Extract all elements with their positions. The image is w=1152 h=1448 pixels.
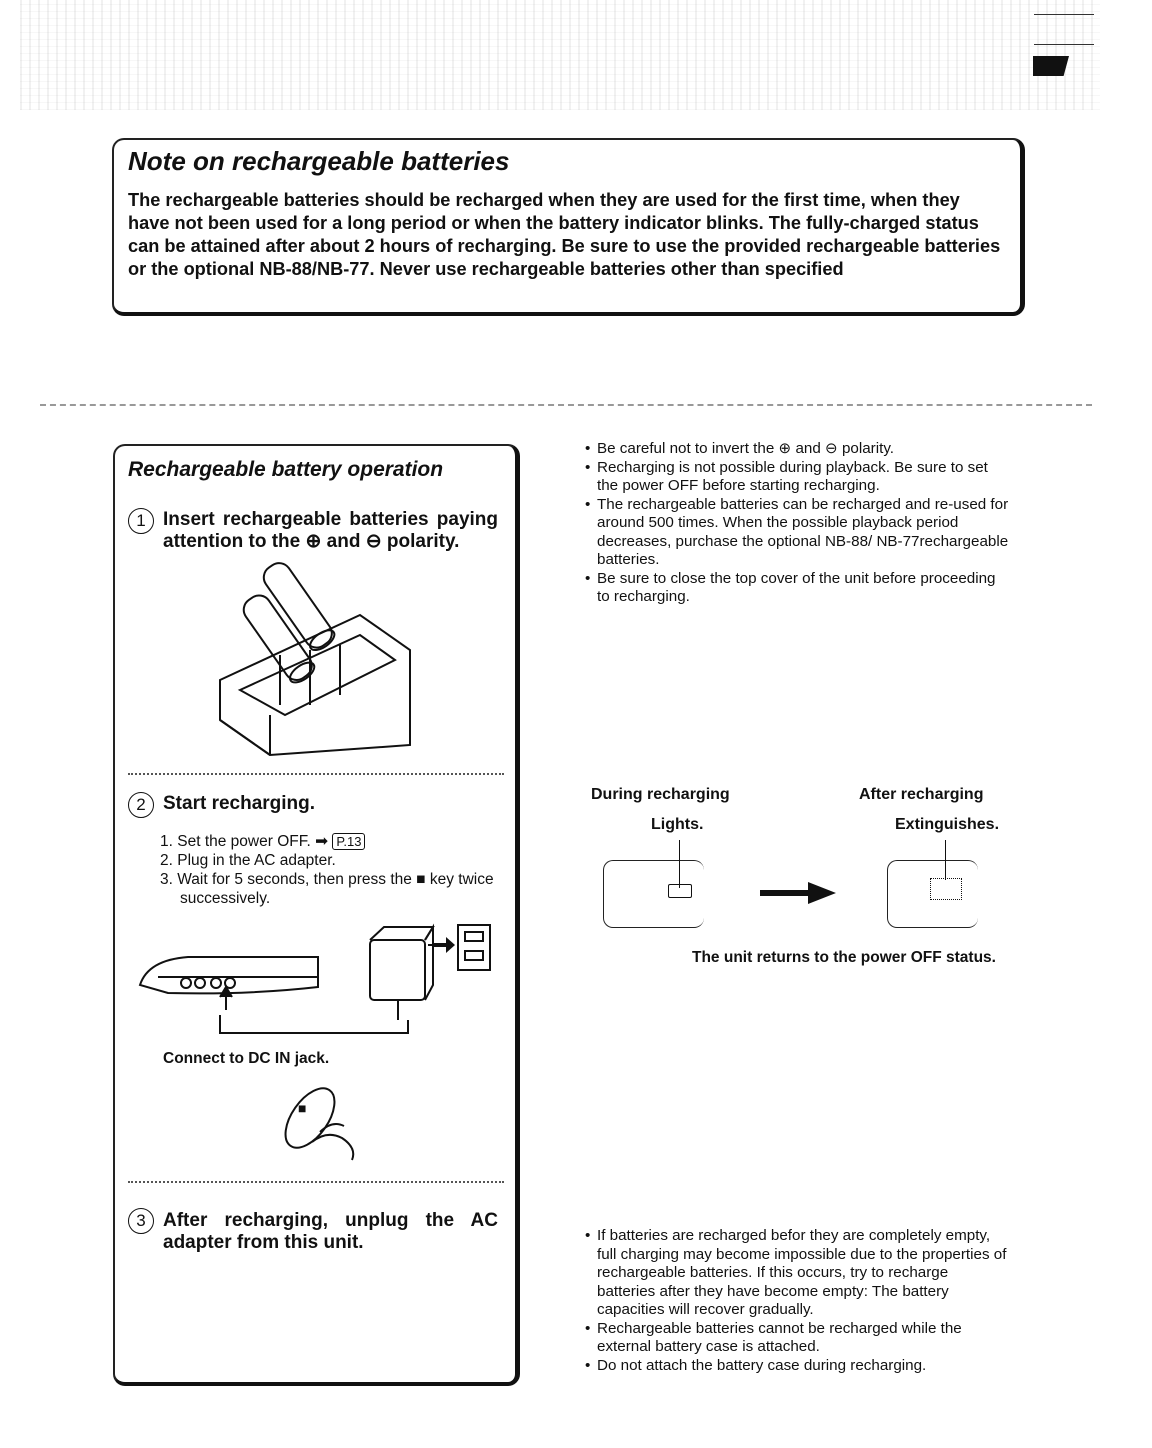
note-title: Note on rechargeable batteries [128,146,510,176]
step-number-2: 2 [128,792,154,818]
substep-text: Wait for 5 seconds, then press the ■ key twice successively. [177,871,494,907]
section-divider [40,404,1092,406]
page-tab-marker [1033,56,1069,76]
note-item: • Be sure to close the top cover of the unit before proceeding to recharging. [585,570,1010,607]
battery-indicator-off-icon [930,878,962,900]
step-number-3: 3 [128,1208,154,1234]
operation-title: Rechargeable battery operation [128,458,444,481]
note-item: • The rechargeable batteries can be recharged and re-used for around 500 times. When the possible playback period decreases, purchase the optional NB-88/ NB-77rechargeable batteries. [585,496,1010,570]
stop-key-icon: ■ [298,1100,307,1116]
arrow-right-icon: ➡ [315,833,329,850]
step2-substeps [160,832,500,908]
pointer-line [679,840,680,888]
substep-item [160,870,500,908]
right-top-notes [585,440,1010,607]
note-item: • Do not attach the battery case during recharging. [585,1357,1010,1376]
step-separator [128,1181,504,1183]
note-item: • Rechargeable batteries cannot be recharged while the external battery case is attached. [585,1320,1010,1357]
substep-number: 3. [160,871,173,888]
substep-number: 1. [160,833,173,850]
power-off-caption: The unit returns to the power OFF status. [692,949,996,966]
stop-key-illustration [272,1080,362,1164]
ac-adapter-connection-illustration [128,915,508,1045]
note-body: The rechargeable batteries should be recharged when they are used for the first time, when they have not been used for a long period or when the battery indicator blinks. The fully-charged status can be attained after about 2 hours of recharging. Be sure to use the provided rechargeable batteries or the optional NB-88/NB-77. Never use rechargeable batteries other than specified [128,190,1001,279]
during-state: Lights. [651,816,704,833]
step2-text: Start recharging. [163,793,316,814]
substep-item [160,832,500,851]
step-number-1: 1 [128,508,154,534]
substep-item [160,851,500,870]
finger-press-icon [272,1080,362,1164]
step3-text: After recharging, unplug the AC adapter from this unit. [163,1210,498,1253]
battery-insert-illustration [210,555,420,765]
note-item: • Recharging is not possible during playback. Be sure to set the power OFF before starting recharging. [585,459,1010,496]
pointer-line [945,840,946,880]
during-label: During recharging [591,786,730,803]
note-item: • If batteries are recharged befor they are completely empty, full charging may become impossible due to the properties of rechargeable batteries. If this occurs, try to recharge batteries after they have become empty: The battery capacities will recover gradually. [585,1227,1010,1320]
arrow-right-icon [760,880,836,906]
substep-number: 2. [160,852,173,869]
substep-text: Set the power OFF. [177,833,311,850]
battery-indicator-lit-icon [668,884,692,898]
dc-in-caption: Connect to DC IN jack. [163,1050,330,1067]
scan-noise-header [20,0,1100,110]
tab-line [1034,14,1094,15]
note-item: • Be careful not to invert the ⊕ and ⊖ polarity. [585,440,1010,459]
after-state: Extinguishes. [895,816,1000,833]
tab-line [1034,44,1094,45]
page-reference: P.13 [332,833,365,850]
step1-text: Insert rechargeable batteries paying attention to the ⊕ and ⊖ polarity. [163,509,498,552]
step-separator [128,773,504,775]
substep-text: Plug in the AC adapter. [177,852,336,869]
after-label: After recharging [859,786,984,803]
right-bottom-notes [585,1227,1010,1375]
